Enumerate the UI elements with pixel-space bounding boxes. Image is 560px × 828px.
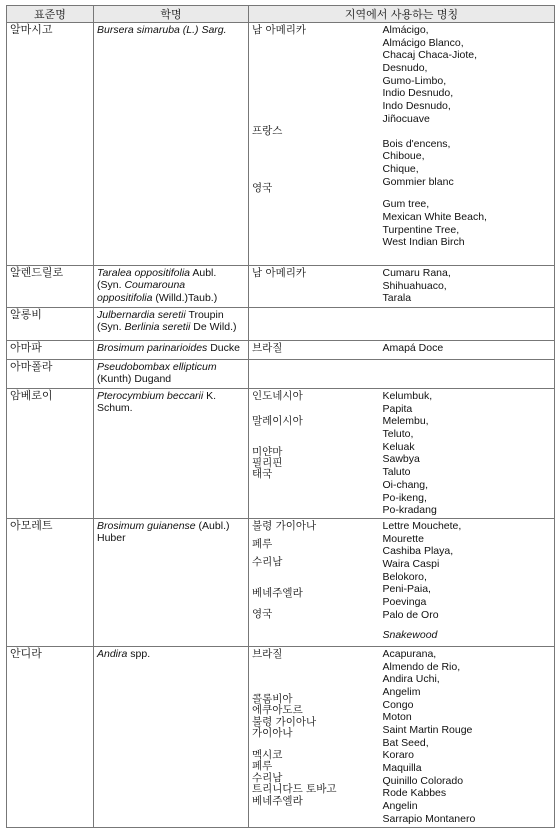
local-name: Saint Martin Rouge: [382, 724, 473, 736]
local-name: Chique,: [382, 162, 419, 175]
local-name: Acapurana,: [382, 647, 437, 660]
region-label: 불령 가이아나: [252, 715, 317, 728]
scientific-author: Schum.: [97, 402, 133, 415]
region-label: 수리남: [252, 771, 283, 784]
synonym-author: (Willd.)Taub.): [152, 291, 218, 304]
scientific-author: Aubl.: [190, 267, 217, 279]
local-name: Sawbya: [382, 453, 420, 466]
local-name: Angelin: [382, 800, 418, 813]
local-name: Shihuahuaco,: [382, 279, 447, 292]
table-row: [7, 23, 555, 266]
region-label: 트리니다드 토바고: [252, 783, 337, 796]
scientific-name: [94, 646, 249, 827]
region-label: 남 아메리카: [252, 267, 307, 279]
region-label: 페루: [252, 537, 273, 550]
scientific-name-italic: Brosimum parinarioides: [97, 342, 208, 354]
standard-name: 아모레트: [7, 518, 94, 646]
table-row: [7, 308, 555, 341]
species-name-table: [6, 5, 555, 828]
synonym-italic: Berlinia seretii: [124, 321, 191, 334]
names-cell: [369, 266, 555, 308]
scientific-author: Ducke: [207, 342, 240, 354]
table-row: [7, 389, 555, 519]
local-name: Indio Desnudo,: [382, 87, 454, 100]
header-row: [7, 6, 555, 23]
region-label: 베네주엘라: [252, 794, 303, 807]
region-label: 남 아메리카: [252, 24, 307, 36]
local-name: Po-ikeng,: [382, 491, 427, 504]
region-label: 수리남: [252, 556, 283, 569]
scientific-author: K.: [203, 390, 217, 402]
names-cell: [369, 518, 555, 646]
local-name: Snakewood: [382, 629, 438, 642]
local-name: Papita: [382, 402, 413, 415]
local-name: Gumo-Limbo,: [382, 74, 447, 87]
table-row: [7, 646, 555, 827]
local-name: Gommier blanc: [382, 175, 454, 188]
scientific-name: [94, 360, 249, 389]
region-label: 콜롬비아: [252, 692, 293, 705]
local-name: Sarrapio Montanero: [382, 812, 476, 825]
scientific-name-italic: Julbernardia seretii: [97, 309, 186, 321]
local-name: Bois d'encens,: [382, 137, 451, 150]
local-name: Gum tree,: [382, 198, 430, 211]
names-cell: [369, 360, 555, 389]
scientific-name-italic: Brosimum guianense: [97, 519, 196, 532]
scientific-name: [94, 389, 249, 519]
scientific-author: (Kunth) Dugand: [97, 373, 172, 386]
region-cell: [249, 341, 369, 360]
scientific-name: [94, 23, 249, 266]
local-name: Rode Kabbes: [382, 787, 447, 800]
region-label: 가이아나: [252, 727, 293, 740]
standard-name: 아마파: [7, 341, 94, 360]
local-name: Melembu,: [382, 415, 429, 428]
region-cell: [249, 23, 369, 266]
scientific-name-italic: Bursera simaruba (L.) Sarg.: [97, 24, 227, 36]
local-name: Moton: [382, 711, 412, 724]
local-name: Keluak: [382, 440, 415, 453]
region-label: 말레이시아: [252, 414, 303, 427]
local-name: Quinillo Colorado: [382, 774, 464, 787]
region-cell: [249, 360, 369, 389]
region-label: 브라질: [252, 647, 283, 660]
region-label: 영국: [252, 182, 273, 195]
local-name: Tarala: [382, 292, 412, 305]
standard-name: 알마시고: [7, 23, 94, 266]
region-cell: [249, 518, 369, 646]
synonym-prefix: (Syn.: [97, 279, 125, 292]
region-label: 태국: [252, 468, 273, 481]
local-name: Kelumbuk,: [382, 390, 433, 402]
region-label: 영국: [252, 607, 273, 620]
region-label: 브라질: [252, 342, 283, 354]
local-name: Indo Desnudo,: [382, 100, 451, 113]
table-row: [7, 518, 555, 646]
region-label: 페루: [252, 760, 273, 773]
local-name: Cashiba Playa,: [382, 545, 454, 558]
names-cell: [369, 389, 555, 519]
local-name: Mourette: [382, 532, 424, 545]
table-row: [7, 341, 555, 360]
local-name: Mexican White Beach,: [382, 210, 487, 223]
region-label: 멕시코: [252, 748, 283, 761]
local-name: Amapá Doce: [382, 342, 444, 354]
standard-name: 알롱비: [7, 308, 94, 341]
region-label: 에쿠아도르: [252, 704, 303, 717]
table-row: [7, 266, 555, 308]
local-name: Poevinga: [382, 596, 427, 608]
local-name: Belokoro,: [382, 570, 427, 583]
local-name: Turpentine Tree,: [382, 223, 460, 236]
local-name: Congo: [382, 698, 414, 711]
region-label: 인도네시아: [252, 390, 303, 402]
header-scientific-name: 학명: [94, 6, 249, 23]
local-name: Koraro: [382, 749, 415, 762]
standard-name: 암베로이: [7, 389, 94, 519]
names-cell: [369, 341, 555, 360]
standard-name: 안디라: [7, 646, 94, 827]
scientific-author: Huber: [97, 532, 126, 545]
local-name: Palo de Oro: [382, 608, 439, 621]
region-label: 불령 가이아나: [252, 519, 317, 532]
local-name: Lettre Mouchete,: [382, 519, 462, 532]
scientific-author: Troupin: [185, 309, 224, 321]
scientific-name: [94, 341, 249, 360]
region-cell: [249, 308, 369, 341]
scientific-name: [94, 266, 249, 308]
names-cell: [369, 308, 555, 341]
scientific-name-italic: Pseudobombax ellipticum: [97, 361, 217, 373]
scientific-name: [94, 308, 249, 341]
header-local-names: 지역에서 사용하는 명칭: [249, 6, 555, 23]
scientific-author: (Aubl.): [195, 519, 230, 532]
table-row: [7, 360, 555, 389]
synonym-author: De Wild.): [190, 321, 237, 334]
local-name: Almácigo,: [382, 24, 429, 36]
region-label: 프랑스: [252, 124, 283, 137]
local-name: Taluto: [382, 466, 411, 479]
region-cell: [249, 646, 369, 827]
names-cell: [369, 646, 555, 827]
region-label: 필리핀: [252, 457, 283, 470]
standard-name: 아마폴라: [7, 360, 94, 389]
local-name: West Indian Birch: [382, 236, 465, 249]
local-name: Almácigo Blanco,: [382, 36, 464, 49]
synonym-prefix: (Syn.: [97, 321, 125, 334]
names-cell: [369, 23, 555, 266]
local-name: Almendo de Rio,: [382, 660, 461, 673]
local-name: Desnudo,: [382, 62, 428, 75]
local-name: Jiñocuave: [382, 112, 430, 125]
region-cell: [249, 266, 369, 308]
scientific-name-italic: Pterocymbium beccarii: [97, 390, 204, 402]
scientific-author: spp.: [127, 647, 151, 660]
local-name: Oi-chang,: [382, 478, 429, 491]
region-label: 베네주엘라: [252, 586, 303, 599]
local-name: Angelim: [382, 685, 421, 698]
scientific-name-italic: Taralea oppositifolia: [97, 267, 191, 279]
synonym-italic: Coumarouna: [124, 279, 186, 292]
header-standard-name: 표준명: [7, 6, 94, 23]
local-name: Chiboue,: [382, 150, 425, 163]
local-name: Maquilla: [382, 762, 422, 775]
local-name: Cumaru Rana,: [382, 267, 451, 279]
synonym-italic: oppositifolia: [97, 291, 153, 304]
region-label: 미얀마: [252, 446, 283, 459]
standard-name: 알렌드릴로: [7, 266, 94, 308]
local-name: Chacaj Chaca-Jiote,: [382, 49, 478, 62]
local-name: Bat Seed,: [382, 736, 429, 749]
local-name: Waira Caspi: [382, 557, 440, 570]
scientific-name: [94, 518, 249, 646]
local-name: Andira Uchi,: [382, 673, 440, 686]
local-name: Po-kradang: [382, 504, 437, 517]
local-name: Teluto,: [382, 428, 414, 441]
local-name: Peni-Paia,: [382, 583, 431, 596]
region-cell: [249, 389, 369, 519]
scientific-name-italic: Andira: [97, 647, 128, 660]
